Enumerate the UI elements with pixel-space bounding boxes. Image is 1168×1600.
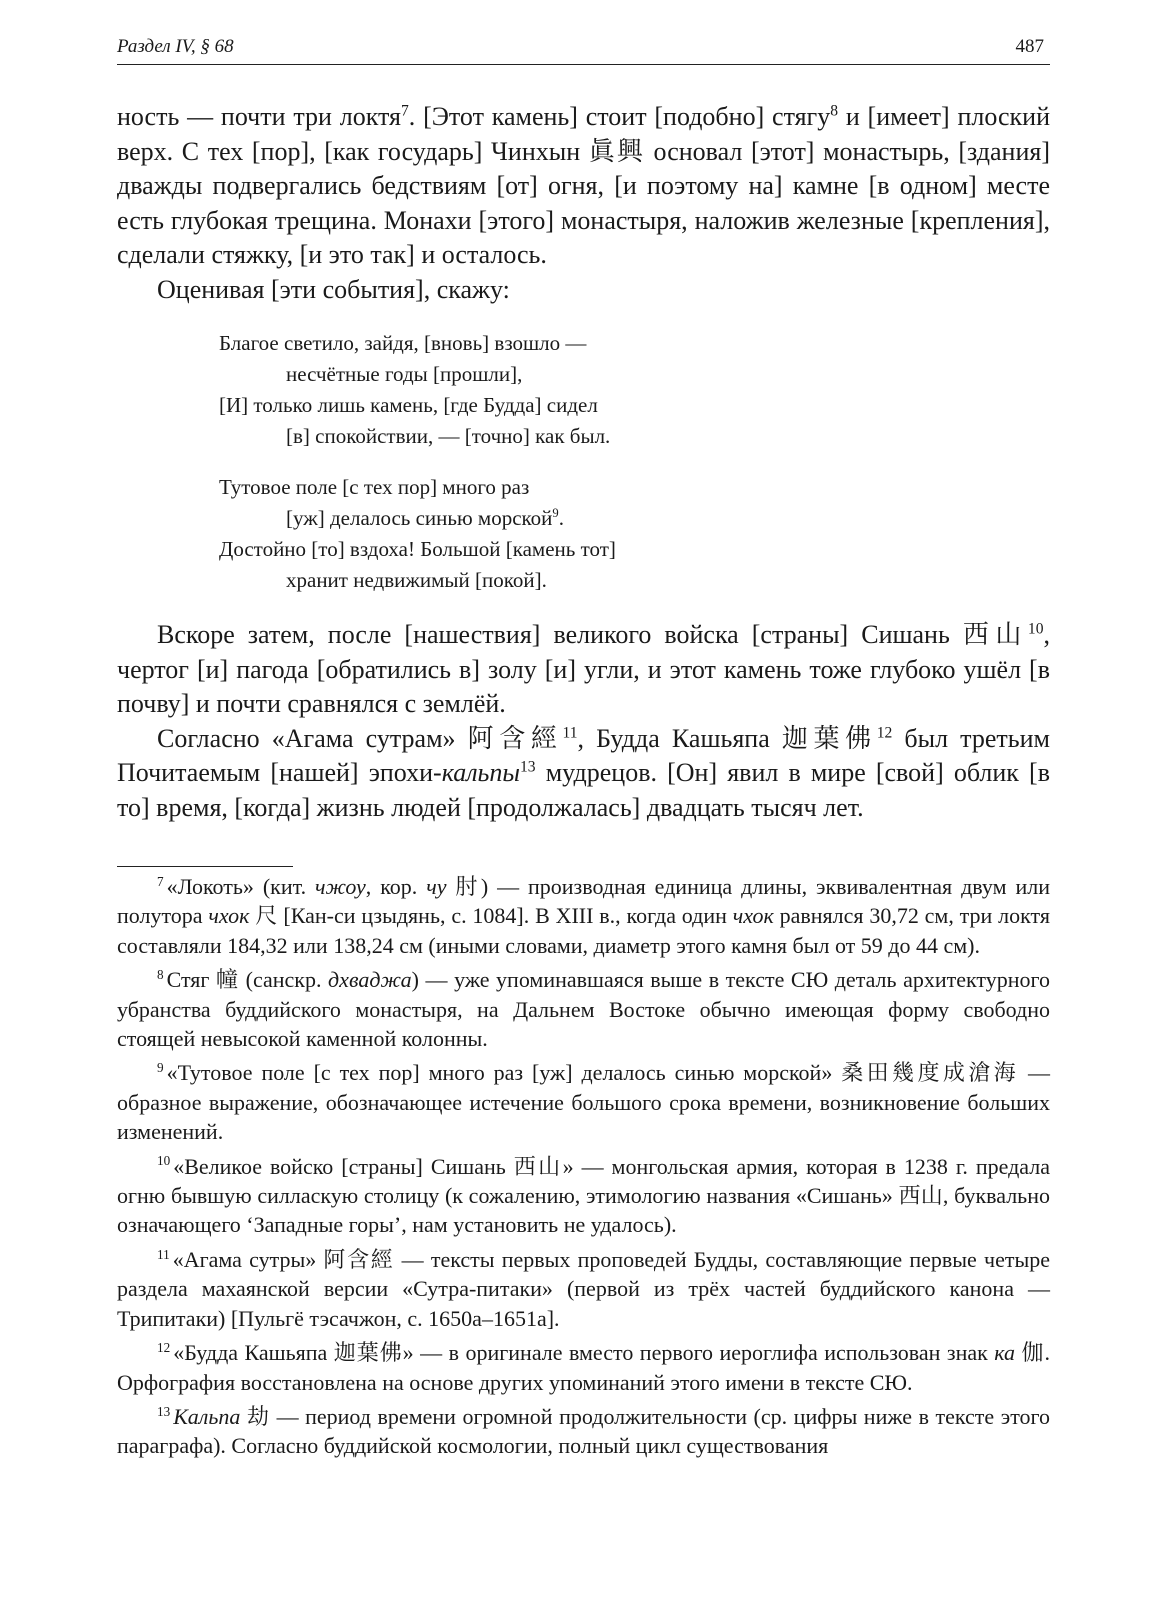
- footnote-11: [117, 1245, 1050, 1333]
- footnote-12: [117, 1338, 1050, 1397]
- poem-line: Благое светило, зайдя, [вновь] взошло —: [219, 331, 587, 355]
- footnote-number: 12: [157, 1339, 171, 1355]
- footnote-number: 13: [157, 1403, 171, 1419]
- italic-term: ка: [994, 1340, 1016, 1366]
- text-run: 尺 [Кан-си цзыдянь, с. 1084]. В XIII в., когда один: [249, 903, 733, 929]
- footnote-separator: [117, 866, 293, 867]
- stanza-1: [219, 328, 1050, 452]
- footnote-ref-9[interactable]: 9: [552, 506, 559, 520]
- italic-term: чхок: [208, 903, 250, 929]
- poem-line: [И] только лишь камень, [где Будда] сидел: [219, 393, 598, 417]
- text-run: 肘) — производная единица длины, эквивалентная двум или полутора: [117, 874, 1050, 929]
- footnote-ref-11[interactable]: 11: [562, 723, 578, 741]
- footnote-13: [117, 1402, 1050, 1461]
- paragraph-2: Оценивая [эти события], скажу:: [157, 274, 510, 304]
- text-run: . [Этот камень] стоит [подобно] стягу: [408, 102, 831, 131]
- italic-term: чхок: [732, 903, 774, 929]
- footnote-7: [117, 872, 1050, 960]
- poem-line: [в] спокойствии, — [точно] как был.: [286, 424, 611, 448]
- text-run: , кор.: [365, 874, 427, 899]
- footnote-ref-8[interactable]: 8: [830, 102, 839, 120]
- italic-term: чу: [426, 874, 447, 899]
- main-text: [117, 100, 1050, 825]
- text-run: 伽. Орфография восстановлена на основе других упоминаний этого имени в тексте СЮ.: [117, 1340, 1050, 1395]
- paragraph-1: [117, 100, 1050, 273]
- paragraph-4: [117, 722, 1050, 826]
- footnote-number: 10: [157, 1153, 171, 1169]
- text-run: «Будда Кашьяпа 迦葉佛» — в оригинале вместо первого иероглифа использован знак: [173, 1340, 995, 1366]
- text-run: «Тутовое поле [с тех пор] много раз [уж] делалось синью морской» 桑田幾度成滄海 — образное выражение, обозначающее истечение большого срока времени, возникновение больших изменений.: [117, 1060, 1050, 1145]
- text-run: «Великое войско [страны] Сишань 西山» — монгольская армия, которая в 1238 г. предала огню бывшую силласкую столицу (к сожалению, этимологию названия «Сишань» 西山, буквально означающего ‘Западные горы’, нам установить не удалось).: [117, 1153, 1050, 1238]
- footnote-number: 11: [157, 1246, 170, 1262]
- italic-term: Кальпа: [173, 1403, 241, 1429]
- italic-term: чжоу: [315, 874, 366, 899]
- footnote-8: [117, 965, 1050, 1053]
- footnote-ref-12[interactable]: 12: [876, 723, 893, 741]
- footnote-10: [117, 1152, 1050, 1240]
- poem-line: хранит недвижимый [покой].: [286, 568, 547, 592]
- poem-line: [219, 503, 1050, 534]
- text-run: Согласно «Агама сутрам» 阿含經: [157, 723, 563, 753]
- footnote-number: 8: [157, 966, 164, 982]
- text-run: был третьим Почитаемым [нашей] эпохи-: [117, 723, 1050, 787]
- footnote-9: [117, 1058, 1050, 1146]
- poem-line: несчётные годы [прошли],: [286, 362, 523, 386]
- footnote-ref-13[interactable]: 13: [520, 758, 536, 776]
- footnote-ref-10[interactable]: 10: [1027, 620, 1044, 638]
- text-run: , Будда Кашьяпа 迦葉佛: [577, 723, 877, 753]
- section-label: Раздел IV, § 68: [117, 36, 234, 57]
- text-run: и [имеет] плоский верх. С тех [пор], [как государь] Чинхын 眞興 основал [этот] монастырь, [здания] дважды подвергались бедствиям [от] огня, [и поэтому на] камне [в одном] месте есть глубокая трещина. Монахи [этого] монастыря, наложив железные [крепления], сделали стяжку, [и это так] и осталось.: [117, 102, 1050, 269]
- poem-line: Тутовое поле [с тех пор] много раз: [219, 475, 530, 499]
- text-run: Вскоре затем, после [нашествия] великого войска [страны] Сишань 西山: [157, 620, 1028, 649]
- italic-term: дхваджа: [328, 967, 412, 993]
- text-run: ) — уже упоминавшаяся выше в тексте СЮ деталь архитектурного убранства буддийского монастыря, на Дальнем Востоке обычно имеющая форму свободно стоящей невысокой каменной колонны.: [117, 967, 1051, 1052]
- italic-term: кальпы: [441, 758, 520, 787]
- text-run: [уж] делалось синью морской: [286, 506, 553, 530]
- footnote-ref-7[interactable]: 7: [400, 102, 409, 120]
- text-run: 劫 — период времени огромной продолжительности (ср. цифры ниже в тексте этого параграфа). Согласно буддийской космологии, полный цикл существования: [117, 1403, 1050, 1459]
- text-run: .: [558, 506, 564, 530]
- paragraph-3: [117, 618, 1050, 722]
- poem: [219, 328, 1050, 596]
- text-run: Стяг 幢 (санскр.: [166, 967, 329, 993]
- text-run: равнялся 30,72 см, три локтя составляли 184,32 или 138,24 см (иными словами, диаметр этого камня был от 59 до 44 см).: [117, 903, 1050, 958]
- text-run: ность — почти три локтя: [117, 102, 401, 131]
- text-run: , чертог [и] пагода [обратились в] золу [и] угли, и этот камень тоже глубоко ушёл [в почву] и почти сравнялся с землёй.: [117, 620, 1050, 718]
- page-number: 487: [1015, 36, 1044, 57]
- footnotes: [117, 872, 1050, 1466]
- text-run: «Агама сутры» 阿含經 — тексты первых проповедей Будды, составляющие первые четыре раздела махаянской версии «Сутра-питаки» (первой из трёх частей буддийского канона — Трипитаки) [Пульгё тэсачжон, с. 1650а–1651а].: [117, 1246, 1050, 1331]
- stanza-2: [219, 472, 1050, 596]
- running-header: [117, 34, 1050, 65]
- text-run: «Локоть» (кит.: [166, 874, 316, 899]
- poem-line: Достойно [то] вздоха! Большой [камень тот]: [219, 537, 616, 561]
- footnote-number: 9: [157, 1060, 164, 1076]
- text-run: мудрецов. [Он] явил в мире [свой] облик [в то] время, [когда] жизнь людей [продолжалась] двадцать тысяч лет.: [117, 758, 1050, 822]
- footnote-number: 7: [157, 873, 164, 889]
